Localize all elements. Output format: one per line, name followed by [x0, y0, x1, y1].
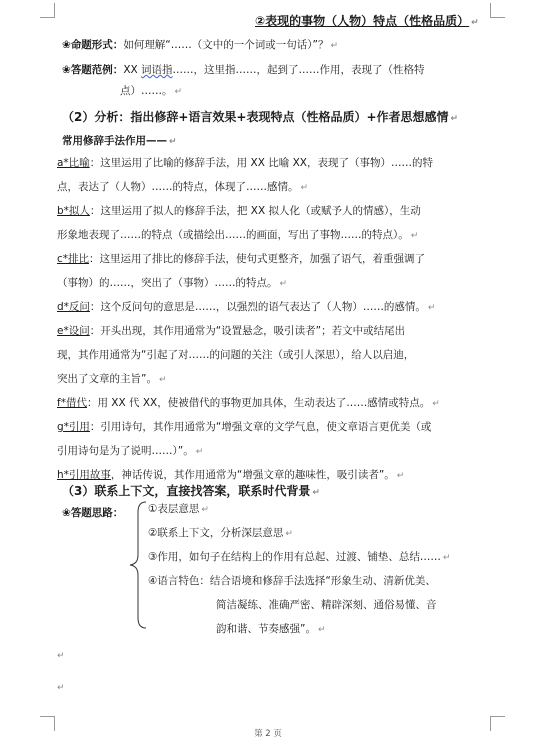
answer-example-label: 答题范例：	[70, 64, 124, 76]
rhetoric-item-e-cont2	[57, 372, 167, 387]
question-form-label: 命题形式：	[70, 39, 124, 51]
answer-example-text: XX	[123, 64, 142, 76]
paragraph-mark: ↵	[300, 183, 309, 193]
rhetoric-term: f*借代	[57, 397, 87, 409]
rhetoric-term: b*拟人	[57, 205, 90, 217]
rhetoric-item-b-cont	[57, 228, 418, 243]
rhetoric-text: 形象地表现了……的特点（或描绘出……的画面，写出了事物……的特点）。	[57, 229, 409, 241]
spellcheck-word: 词语指	[141, 64, 173, 76]
section-2-text: （2）分析：指出修辞+语言效果+表现特点（性格品质）+作者思想感情	[62, 110, 449, 124]
question-form-text: 如何理解“……（文中的一个词或一句话）”？	[123, 39, 329, 51]
rhetoric-text: ，神话传说，其作用通常为“增强文章的趣味性，吸引读者”。	[110, 469, 395, 481]
paragraph-mark: ↵	[279, 279, 288, 289]
paragraph-mark: ↵	[471, 18, 479, 28]
rhetoric-text: （事物）的……，突出了（事物）……的特点。	[57, 277, 278, 289]
corner-mark	[40, 3, 55, 18]
idea-step-text: 简洁凝练、准确严密、精辟深刻、通俗易懂、音	[216, 599, 437, 611]
rhetoric-item-b	[57, 204, 421, 218]
answer-example-text: 点）……。	[120, 85, 173, 97]
title-text: ②表现的事物（人物）特点（性格品质）	[255, 14, 470, 28]
rhetoric-item-c-cont	[57, 276, 287, 291]
answer-example-line-2	[120, 84, 182, 99]
rhetoric-term: e*设问	[57, 325, 90, 337]
paragraph-mark: ↵	[201, 505, 209, 515]
rhetoric-item-d	[57, 300, 435, 315]
idea-step-3	[148, 550, 450, 565]
paragraph-mark: ↵	[169, 137, 177, 147]
idea-step-text: ④语言特色：结合语境和修辞手法选择“形象生动、清新优美、	[148, 575, 436, 587]
paragraph-mark: ↵	[158, 375, 167, 385]
rhetoric-text: ：这里运用了比喻的修辞手法，用 XX 比喻 XX，表现了（事物）……的特	[89, 157, 433, 169]
bullet-icon: ❀	[62, 39, 71, 51]
rhetoric-item-g-cont	[57, 444, 203, 459]
rhetoric-text: 现，其作用通常为“引起了对……的问题的关注（或引人深思），给人以启迪，	[57, 349, 415, 361]
rhetoric-term: c*排比	[57, 253, 90, 265]
bullet-icon: ❀	[62, 507, 71, 519]
rhetoric-text: ：开头出现，其作用通常为“设置悬念，吸引读者”；若文中或结尾出	[89, 325, 406, 337]
page-number-text: 第 2 页	[254, 729, 282, 739]
paragraph-mark: ↵	[330, 41, 338, 51]
idea-step-text: 韵和谐、节奏感强”。	[216, 623, 316, 635]
answer-example-line	[62, 63, 425, 77]
paragraph-mark: ↵	[174, 87, 183, 97]
answer-ideas-label-line	[62, 506, 123, 520]
paragraph-mark: ↵	[317, 625, 326, 635]
paragraph-mark: ↵	[427, 303, 436, 313]
paragraph-mark: ↵	[432, 399, 440, 409]
rhetoric-term: g*引用	[57, 421, 90, 433]
rhetoric-item-e	[57, 324, 405, 338]
rhetoric-text: 点，表达了（人物）……的特点，体现了……感情。	[57, 181, 299, 193]
rhetoric-item-a	[57, 156, 433, 170]
rhetoric-item-e-cont	[57, 348, 414, 362]
rhetoric-item-c	[57, 252, 425, 266]
idea-step-4-cont2	[216, 622, 326, 637]
paragraph-mark: ↵	[396, 471, 405, 481]
paragraph-mark: ↵	[57, 683, 65, 693]
idea-step-text: ①表层意思	[148, 503, 200, 515]
curly-brace-icon	[128, 500, 148, 630]
rhetoric-item-a-cont	[57, 180, 308, 195]
empty-paragraph	[55, 680, 65, 695]
paragraph-mark: ↵	[285, 529, 293, 539]
answer-example-text: ……，这里指……，起到了……作用，表现了（性格特	[172, 64, 425, 76]
rhetoric-term: a*比喻	[57, 157, 90, 169]
rhetoric-title	[62, 134, 177, 149]
idea-step-4	[148, 574, 436, 588]
rhetoric-title-text: 常用修辞手法作用——	[62, 135, 167, 147]
paragraph-mark: ↵	[442, 553, 451, 563]
rhetoric-text: ：引用诗句，其作用通常为“增强文章的文学气息，使文章语言更优美（或	[89, 421, 432, 433]
answer-ideas-label: 答题思路：	[70, 507, 124, 519]
rhetoric-item-h	[57, 468, 404, 483]
section-3-text: （3）联系上下文，直接找答案，联系时代背景	[62, 484, 311, 498]
corner-mark	[490, 3, 505, 18]
paragraph-mark: ↵	[410, 231, 419, 241]
rhetoric-text: ：这里运用了拟人的修辞手法，把 XX 拟人化（或赋予人的情感），生动	[89, 205, 421, 217]
section-3-heading	[62, 484, 320, 500]
idea-step-1	[148, 502, 209, 517]
paragraph-mark: ↵	[450, 114, 459, 124]
paragraph-mark: ↵	[57, 651, 65, 661]
section-2-heading	[62, 110, 458, 126]
paragraph-mark: ↵	[312, 488, 320, 498]
doc-title	[255, 14, 479, 30]
bullet-icon: ❀	[62, 64, 71, 76]
idea-step-text: ②联系上下文，分析深层意思	[148, 527, 284, 539]
rhetoric-text: ：这个反问句的意思是……，以强烈的语气表达了（人物）……的感情。	[89, 301, 426, 313]
rhetoric-text: ：这里运用了排比的修辞手法，使句式更整齐，加强了语气，着重强调了	[89, 253, 426, 265]
paragraph-mark: ↵	[195, 447, 204, 457]
page-number	[0, 727, 536, 739]
rhetoric-text: 引用诗句是为了说明……）”。	[57, 445, 194, 457]
rhetoric-term: d*反问	[57, 301, 90, 313]
rhetoric-text: ：用 XX 代 XX，使被借代的事物更加具体，生动表达了……感情或特点。	[86, 397, 431, 409]
rhetoric-term: h*引用故事	[57, 469, 111, 481]
rhetoric-text: 突出了文章的主旨”。	[57, 373, 157, 385]
empty-paragraph	[55, 648, 65, 663]
question-form-line	[62, 38, 338, 53]
idea-step-text: ③作用，如句子在结构上的作用有总起、过渡、铺垫、总结……	[148, 551, 441, 563]
idea-step-4-cont	[216, 598, 437, 612]
idea-step-2	[148, 526, 293, 541]
rhetoric-item-g	[57, 420, 431, 434]
rhetoric-item-f	[57, 396, 440, 411]
